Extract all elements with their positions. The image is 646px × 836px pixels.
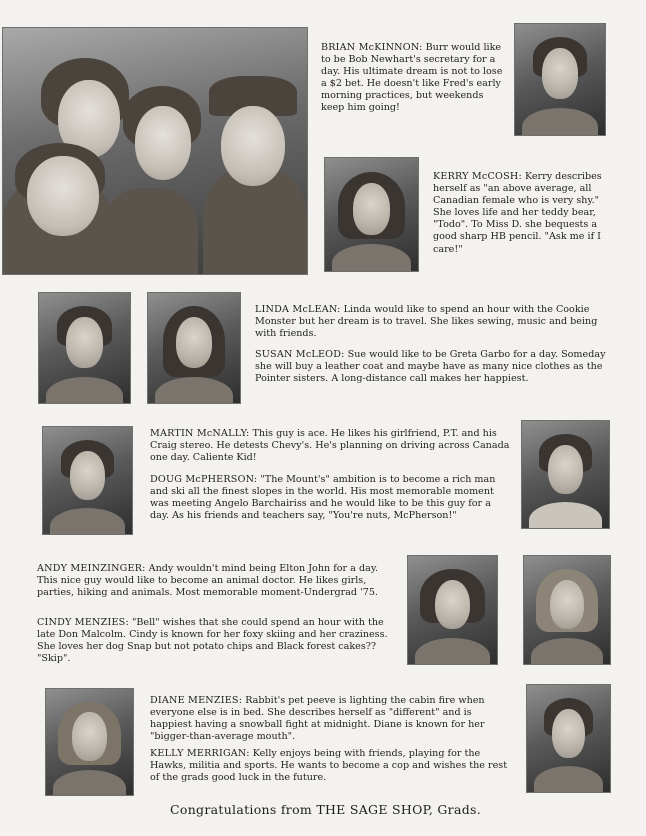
bio-diane-menzies <box>150 695 512 743</box>
bio-name: DIANE MENZIES: <box>150 695 243 706</box>
bio-text: Sue would like to be Greta Garbo for a day. Someday she will buy a leather coat and maybe have as many nice clothes as the Pointer sisters. A long-distance call makes her happiest. <box>255 349 606 385</box>
bio-susan-mcleod <box>255 349 613 385</box>
bio-name: DOUG McPHERSON: <box>150 474 258 485</box>
bio-kelly-merrigan <box>150 748 512 784</box>
bio-text: "Bell" wishes that she could spend an hour with the late Don Malcolm. Cindy is known for her foxy skiing and her craziness. She loves her dog Snap but not potato chips and Black forest cakes?? "Skip". <box>37 617 388 665</box>
bio-text: This guy is ace. He likes his girlfriend, P.T. and his Craig stereo. He detests Chevy's. He's planning on driving across Canada one day. Caliente Kid! <box>150 428 510 464</box>
bio-martin-mcnally <box>150 428 510 464</box>
portrait-diane-menzies <box>45 688 134 796</box>
portrait-susan-mcleod <box>147 292 241 404</box>
bio-brian-mckinnon <box>321 42 503 115</box>
group-photo <box>2 27 308 275</box>
footer-congratulations: Congratulations from THE SAGE SHOP, Grads. <box>170 802 481 817</box>
bio-name: CINDY MENZIES: <box>37 617 129 628</box>
bio-text: Linda would like to spend an hour with the Cookie Monster but her dream is to travel. She likes sewing, music and being with friends. <box>255 304 598 340</box>
bio-text: Burr would like to be Bob Newhart's secretary for a day. His ultimate dream is not to lose a $2 bet. He doesn't like Fred's early morning practices, but weekends keep him going! <box>321 42 503 114</box>
bio-text: Andy wouldn't mind being Elton John for a day. This nice guy would like to become an animal doctor. He likes girls, parties, hiking and animals. Most memorable moment-Undergrad '75. <box>37 563 379 599</box>
portrait-andy-meinzinger <box>407 555 498 665</box>
portrait-martin-mcnally <box>42 426 133 535</box>
bio-name: MARTIN McNALLY: <box>150 428 250 439</box>
portrait-kerry-mccosh <box>324 157 419 272</box>
bio-name: KERRY McCOSH: <box>433 171 522 182</box>
bio-name: BRIAN McKINNON: <box>321 42 423 53</box>
bio-text: "The Mount's" ambition is to become a rich man and ski all the finest slopes in the world. His most memorable moment was meeting Angelo Barchairiss and he would like to be this guy for a day. As his friends and teachers say, "You're nuts, McPherson!" <box>150 474 496 522</box>
bio-andy-meinzinger <box>37 563 395 599</box>
portrait-doug-mcpherson <box>521 420 610 529</box>
portrait-kelly-merrigan <box>526 684 611 793</box>
portrait-brian-mckinnon <box>514 23 606 136</box>
bio-text: Kelly enjoys being with friends, playing for the Hawks, militia and sports. He wants to become a cop and wishes the rest of the grads good luck in the future. <box>150 748 508 784</box>
bio-name: ANDY MEINZINGER: <box>37 563 146 574</box>
portrait-cindy-menzies <box>523 555 611 665</box>
bio-text: Kerry describes herself as "an above average, all Canadian female who is very shy." She loves life and her teddy bear, "Todo". To Miss D. she bequests a good sharp HB pencil. "Ask me if I care!" <box>433 171 602 255</box>
bio-name: KELLY MERRIGAN: <box>150 748 250 759</box>
bio-linda-mclean <box>255 304 613 340</box>
bio-name: LINDA McLEAN: <box>255 304 341 315</box>
portrait-linda-mclean <box>38 292 131 404</box>
bio-doug-mcpherson <box>150 474 512 522</box>
bio-text: Rabbit's pet peeve is lighting the cabin fire when everyone else is in bed. She describes herself as "different" and is happiest having a snowball fight at midnight. Diane is known for her "bigger-than-average mouth". <box>150 695 485 743</box>
bio-cindy-menzies <box>37 617 395 665</box>
bio-name: SUSAN McLEOD: <box>255 349 345 360</box>
bio-kerry-mccosh <box>433 171 611 256</box>
